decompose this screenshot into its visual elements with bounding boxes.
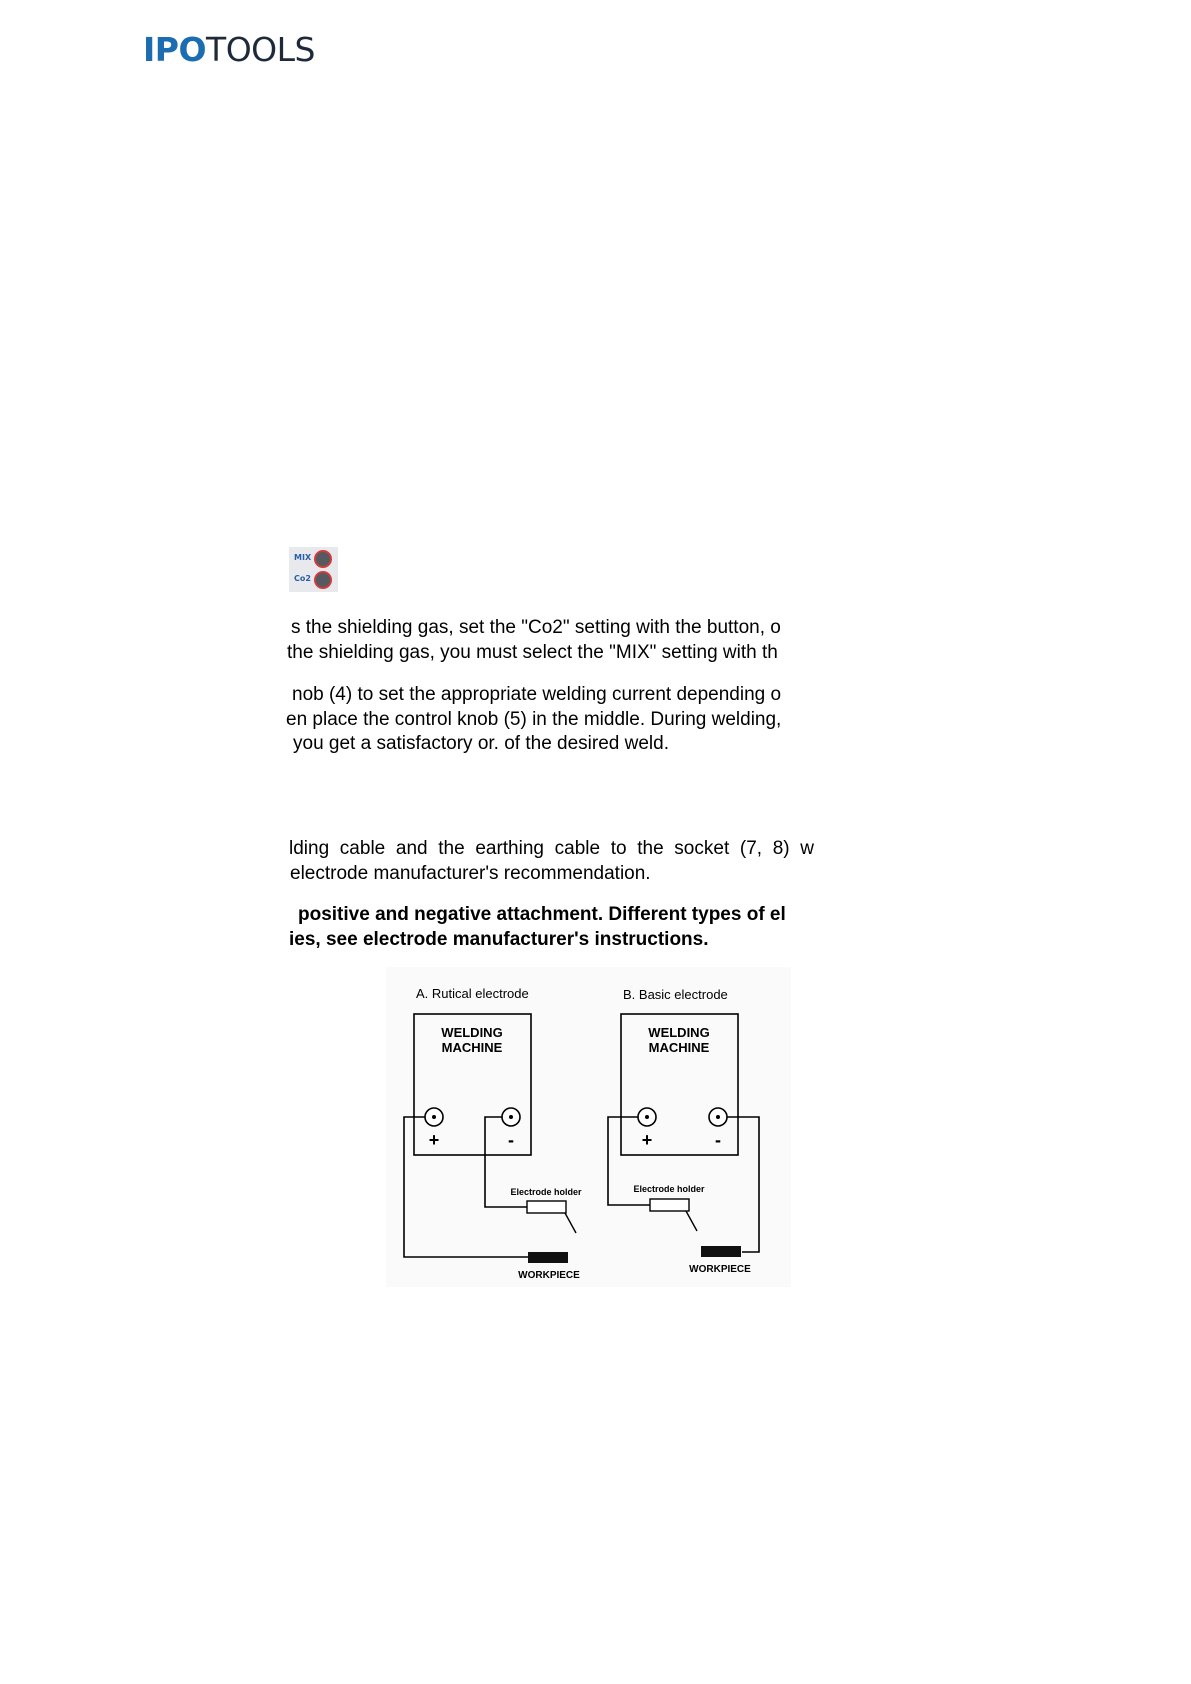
- diagram-b-machine-line-1: WELDING: [648, 1025, 710, 1040]
- diagram-b-machine-line-2: MACHINE: [648, 1040, 710, 1055]
- mix-label: MIX: [294, 553, 312, 562]
- gas-selector-panel: [289, 547, 338, 592]
- diagram-a-electrode-holder-label: Electrode holder: [510, 1187, 582, 1197]
- gas-row-co2: [289, 570, 338, 590]
- mix-indicator-icon: [314, 550, 332, 568]
- ipo-tools-logo: [143, 30, 315, 70]
- electrode-connection-diagram: [386, 967, 791, 1287]
- diagram-a-machine-line-1: WELDING: [441, 1025, 503, 1040]
- logo-tools: TOOLS: [206, 30, 315, 69]
- diagram-b-minus-sign: -: [715, 1130, 721, 1150]
- diagram-a-minus-sign: -: [508, 1130, 514, 1150]
- diagram-b-plus-sign: +: [641, 1130, 653, 1150]
- diagram-b-title: B. Basic electrode: [623, 987, 728, 1002]
- gas-text-line-1: s the shielding gas, set the "Co2" setting with the button, o: [291, 617, 781, 638]
- warning-text-line-1: positive and negative attachment. Different types of el: [298, 904, 786, 925]
- gas-text-line-2: the shielding gas, you must select the "MIX" setting with th: [287, 642, 778, 663]
- diagram-b-electrode-holder-label: Electrode holder: [633, 1184, 705, 1194]
- co2-label: Co2: [294, 574, 311, 583]
- diagram-a-workpiece-label: WORKPIECE: [518, 1270, 580, 1281]
- cable-text-line-1: lding cable and the earthing cable to the socket (7, 8) w: [289, 838, 814, 859]
- knob-text-line-3: you get a satisfactory or. of the desired weld.: [293, 733, 669, 754]
- cable-text-line-2: electrode manufacturer's recommendation.: [290, 863, 651, 884]
- diagram-a-workpiece-icon: [528, 1252, 568, 1263]
- diagram-a-negative-terminal-dot: [509, 1115, 513, 1119]
- diagram-b-negative-terminal-dot: [716, 1115, 720, 1119]
- warning-text-line-2: ies, see electrode manufacturer's instructions.: [289, 929, 709, 950]
- diagram-b-electrode-holder-icon: [650, 1199, 689, 1211]
- diagram-a-machine-line-2: MACHINE: [441, 1040, 503, 1055]
- diagram-b-positive-terminal-dot: [645, 1115, 649, 1119]
- diagram-a-title: A. Rutical electrode: [416, 986, 529, 1001]
- logo-ipo: IPO: [143, 30, 207, 69]
- diagram-a-plus-sign: +: [428, 1130, 440, 1150]
- diagram-a-positive-terminal-dot: [432, 1115, 436, 1119]
- co2-indicator-icon: [314, 571, 332, 589]
- diagram-b-workpiece-label: WORKPIECE: [689, 1264, 751, 1275]
- knob-text-line-1: nob (4) to set the appropriate welding current depending o: [292, 684, 782, 705]
- diagram-background: [386, 967, 791, 1287]
- knob-text-line-2: en place the control knob (5) in the middle. During welding,: [286, 709, 782, 730]
- diagram-b-workpiece-icon: [701, 1246, 741, 1257]
- diagram-a-electrode-holder-icon: [527, 1201, 566, 1213]
- gas-row-mix: [289, 549, 338, 569]
